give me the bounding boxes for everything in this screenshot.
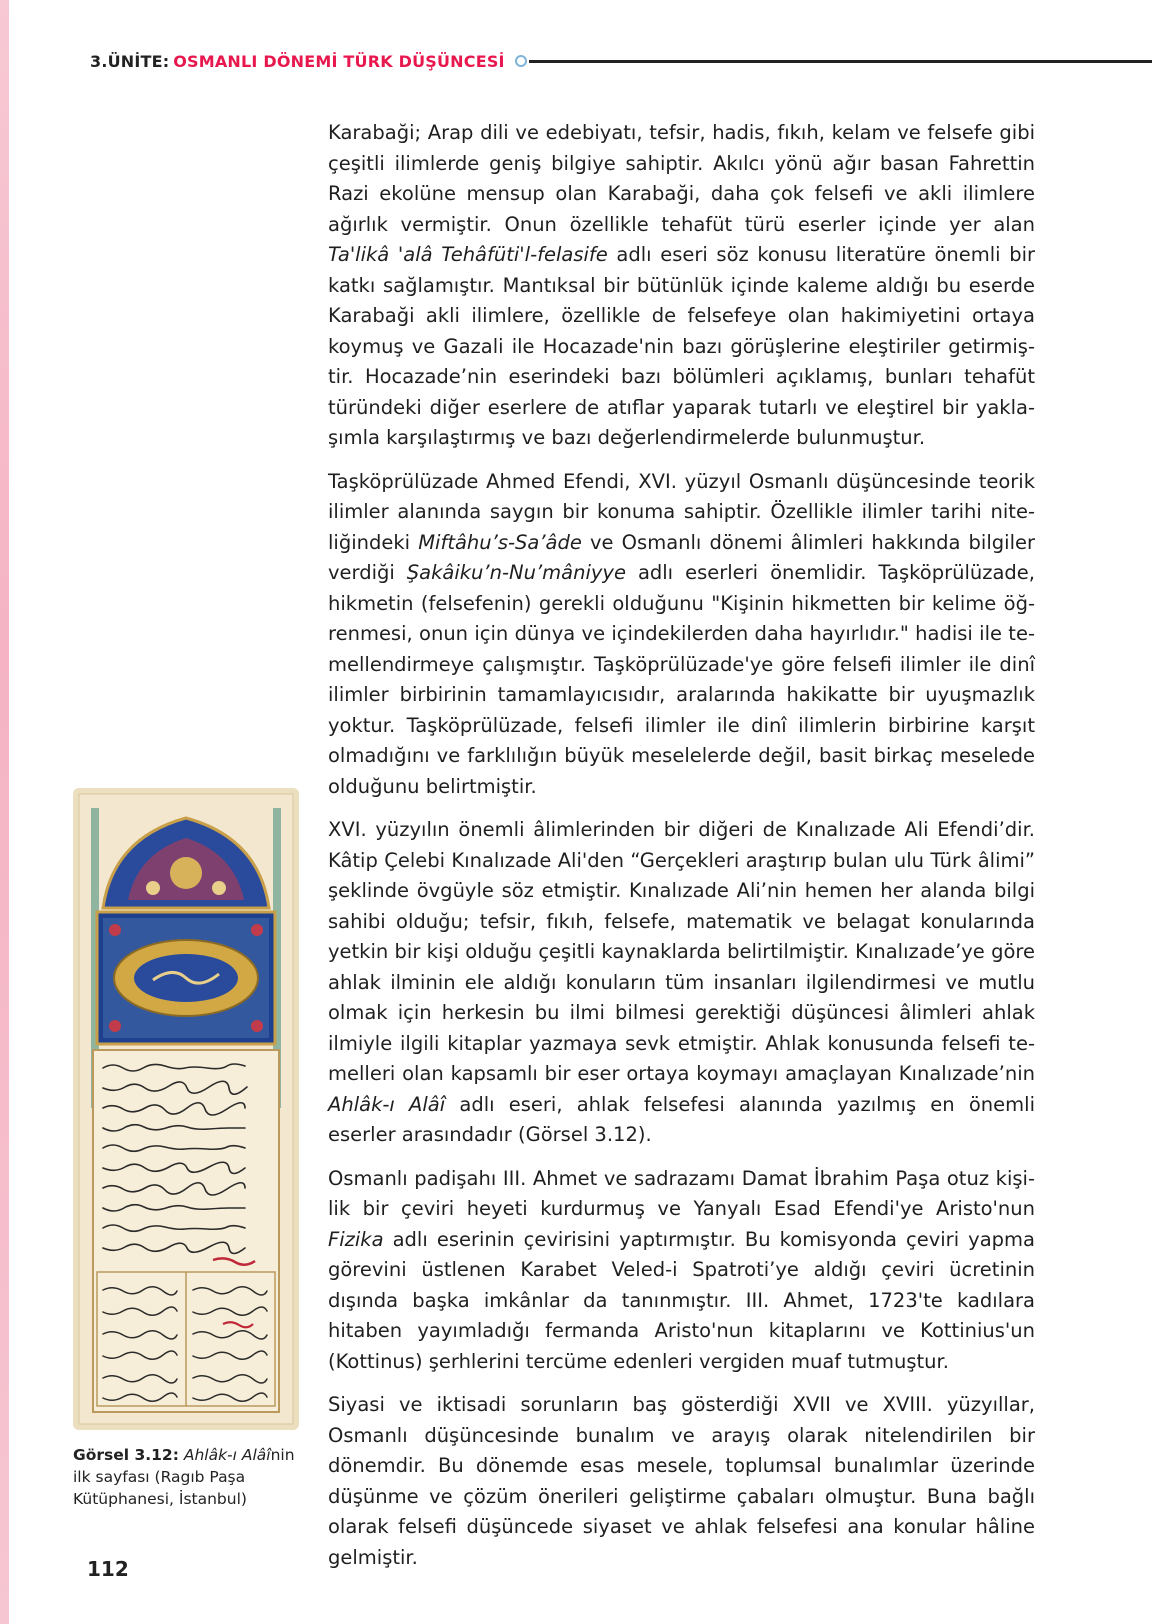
work-title: Ahlâk-ı Alâî — [328, 1092, 446, 1116]
work-title: Ta'likâ 'alâ Tehâfüti'l-felasife — [328, 243, 608, 266]
manuscript-image — [73, 788, 299, 1430]
figure-caption — [73, 1444, 305, 1510]
paragraph-karabagi: Karabaği; Arap dili ve edebiyatı, tefsir, hadis, fıkıh, kelam ve felsefe gibi çeşitli ilimlerde geniş bilgiye sahiptir. Akılcı yönü ağır basan Fahrettin Razi ekolüne mensup olan Karabaği, daha çok felsefi ve akli ilimlere ağırlık vermiştir. Onun özellikle tehafüt türü eserler içinde yer alan Ta'likâ 'alâ Tehâfüti'l-felasife adlı eseri söz konusu literatüre önemli bir katkı sağlamıştır. Mantıksal bir bütünlük içinde kaleme aldığı bu eserde Karabaği akli ilimlere, özellikle de felsefeye olan hakimiyetini ortaya koymuş ve Gazali ile Hocazade'nin bazı görüşlerine eleştiriler getirmiştir. Hocazade’nin eserindeki bazı bölümleri açıklamış, bunları tehafüt türündeki diğer eserlere de atıflar yaparak tutarlı ve eleştirel bir yaklaşımla karşılaştırmış ve bazı değerlendirmelerde bulunmuştur. — [328, 121, 1036, 449]
unit-separator: : — [162, 51, 170, 71]
header-rule — [529, 60, 1152, 63]
paragraph-crisis: Siyasi ve iktisadi sorunların baş gösterdiği XVII ve XVIII. yüzyıllar, Osmanlı düşüncesinde bunalım ve arayış olarak nitelendirilen bir dönemdir. Bu dönemde esas mesele, toplumsal bunalımlar üzerinde düşünme ve çözüm önerileri geliştirme çabaları olmuştur. Buna bağlı olarak felsefi düşüncede siyaset ve ahlak felsefesi ana konular hâline gelmiştir. — [328, 1393, 1035, 1569]
work-title: Şakâiku’n-Nu’mâniyye — [406, 561, 626, 584]
paragraph-taskoprulizade: Taşköprülüzade Ahmed Efendi, XVI. yüzyıl Osmanlı düşüncesinde teorik ilimler alanında saygın bir konuma sahiptir. Özellikle ilimler tarihi niteliğindeki Miftâhu’s-Sa’âde ve Osmanlı dönemi âlimleri hakkında bilgiler verdiği Şakâiku’n-Nu’mâniyye adlı eserleri önemlidir. Taşköprülüzade, hikmetin (felsefenin) gerekli olduğunu "Kişinin hikmetten bir kelime öğrenmesi, onun için dünya ve içindekilerden daha hayırlıdır." hadisi ile temellendirmeye çalışmıştır. Taşköprülüzade'ye göre felsefi ilimler ile dinî ilimler birbirinin tamamlayıcısıdır, aralarında hakikatte bir uyuşmazlık yoktur. Taşköprülüzade, felsefi ilimler ile dinî ilimlerin birbirine karşıt olmadığını ve farklılığın büyük meselelerde değil, basit birkaç meselede olduğunu belirtmiştir. — [328, 469, 1035, 798]
page-edge-strip — [0, 0, 9, 1624]
unit-number: 3.ÜNİTE — [90, 51, 163, 71]
unit-title: OSMANLI DÖNEMİ TÜRK DÜŞÜNCESİ — [173, 51, 505, 71]
work-title: Fizika — [328, 1227, 384, 1251]
paragraph-translation: Osmanlı padişahı III. Ahmet ve sadrazamı Damat İbrahim Paşa otuz kişilik bir çeviri heyeti kurdurmuş ve Yanyalı Esad Efendi'ye Aristo'nun Fizika adlı eserinin çevirisini yaptırmıştır. Bu komisyonda çeviri yapma görevini üstlenen Karabet Veled-i Spatroti’ye aldığı çeviri ücretinin dışında başka imkânlar da tanınmıştır. III. Ahmet, 1723'te kadılara hitaben yayımladığı fermanda Aristo'nun kitaplarını ve Kottinius'un (Kottinus) şerhlerini tercüme edenleri vergiden muaf tutmuştur. — [328, 1166, 1035, 1373]
header-circle-icon — [515, 55, 527, 67]
figure-title: Ahlâk-ı Alâî — [183, 1446, 271, 1464]
paragraph-kinalizade: XVI. yüzyılın önemli âlimlerinden bir diğeri de Kınalızade Ali Efendi’dir. Kâtip Çelebi Kınalızade Ali'den “Gerçekleri araştırıp bulan ulu Türk âlimi” şeklinde övgüyle söz etmiştir. Kınalızade Ali’nin hemen her alanda bilgi sahibi olduğu; tefsir, fıkıh, felsefe, matematik ve belagat konularında yetkin bir kişi olduğu çeşitli kaynaklarda belirtilmiştir. Kınalızade’ye göre ahlak ilminin ele aldığı konuların tüm insanları ilgilendirmesi ve mutlu olmak için herkesin bu ilmi bilmesi gerektiği düşüncesi âlimleri ahlak ilmiyle ilgili kitaplar yazmaya sevk etmiştir. Ahlak konusunda felsefi temelleri olan kapsamlı bir eser ortaya koymayı amaçlayan Kınalızade’nin Ahlâk-ı Alâî adlı eseri, ahlak felsefesi alanında yazılmış en önemli eserler arasındadır (Görsel 3.12). — [328, 818, 1035, 1146]
unit-header — [90, 46, 1152, 76]
figure-description: nin ilk sayfası (Ragıb Paşa Kütüphanesi, İstanbul) — [73, 1446, 295, 1508]
figure-label: Görsel 3.12: — [73, 1446, 179, 1464]
page-number: 112 — [87, 1557, 129, 1581]
main-text — [328, 118, 1035, 1586]
work-title: Miftâhu’s-Sa’âde — [418, 530, 582, 554]
